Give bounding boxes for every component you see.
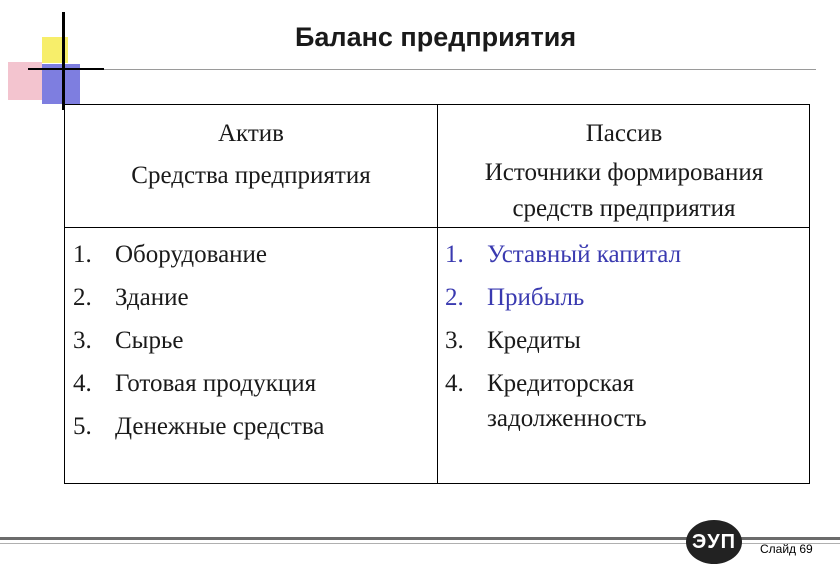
liabilities-subtitle-line1: Источники формирования <box>484 159 764 186</box>
list-item <box>445 233 805 276</box>
balance-table <box>64 104 810 484</box>
item-text: Кредиторская задолженность <box>487 370 647 432</box>
item-number: 4. <box>73 370 92 397</box>
item-text: Здание <box>115 284 189 311</box>
list-item <box>445 362 805 436</box>
department-logo <box>686 520 742 564</box>
item-number: 2. <box>73 284 92 311</box>
item-text: Денежные средства <box>115 413 325 440</box>
liabilities-title: Пассив <box>585 120 663 147</box>
list-item <box>73 405 433 448</box>
item-text: Уставный капитал <box>487 241 682 268</box>
item-number: 5. <box>73 413 92 440</box>
item-number: 3. <box>445 327 464 354</box>
assets-list <box>73 233 433 448</box>
list-item <box>73 319 433 362</box>
item-number: 3. <box>73 327 92 354</box>
list-item <box>445 319 805 362</box>
liabilities-header <box>438 113 810 227</box>
header-divider <box>65 227 809 228</box>
item-number: 4. <box>445 370 464 397</box>
list-item <box>73 233 433 276</box>
item-text: Оборудование <box>115 241 268 268</box>
slide-title: Баланс предприятия <box>295 22 577 52</box>
slide-number: Слайд 69 <box>760 542 813 556</box>
item-text: Кредиты <box>487 327 581 354</box>
item-number: 2. <box>445 284 464 311</box>
item-number: 1. <box>445 241 464 268</box>
logo-text: ЭУП <box>691 530 737 553</box>
decor-title-rule-dark <box>28 68 104 70</box>
decor-blue-square <box>42 64 80 104</box>
assets-header <box>65 113 437 197</box>
assets-title: Актив <box>218 120 284 147</box>
list-item <box>73 276 433 319</box>
item-text: Готовая продукция <box>115 370 317 397</box>
list-item <box>445 276 805 319</box>
item-text: Сырье <box>115 327 184 354</box>
decor-vertical-line <box>62 12 65 110</box>
list-item <box>73 362 433 405</box>
assets-subtitle: Средства предприятия <box>131 162 371 189</box>
item-text: Прибыль <box>487 284 585 311</box>
decor-title-rule <box>104 69 816 70</box>
liabilities-list <box>445 233 805 436</box>
liabilities-subtitle-line2: средств предприятия <box>512 195 736 222</box>
item-number: 1. <box>73 241 92 268</box>
